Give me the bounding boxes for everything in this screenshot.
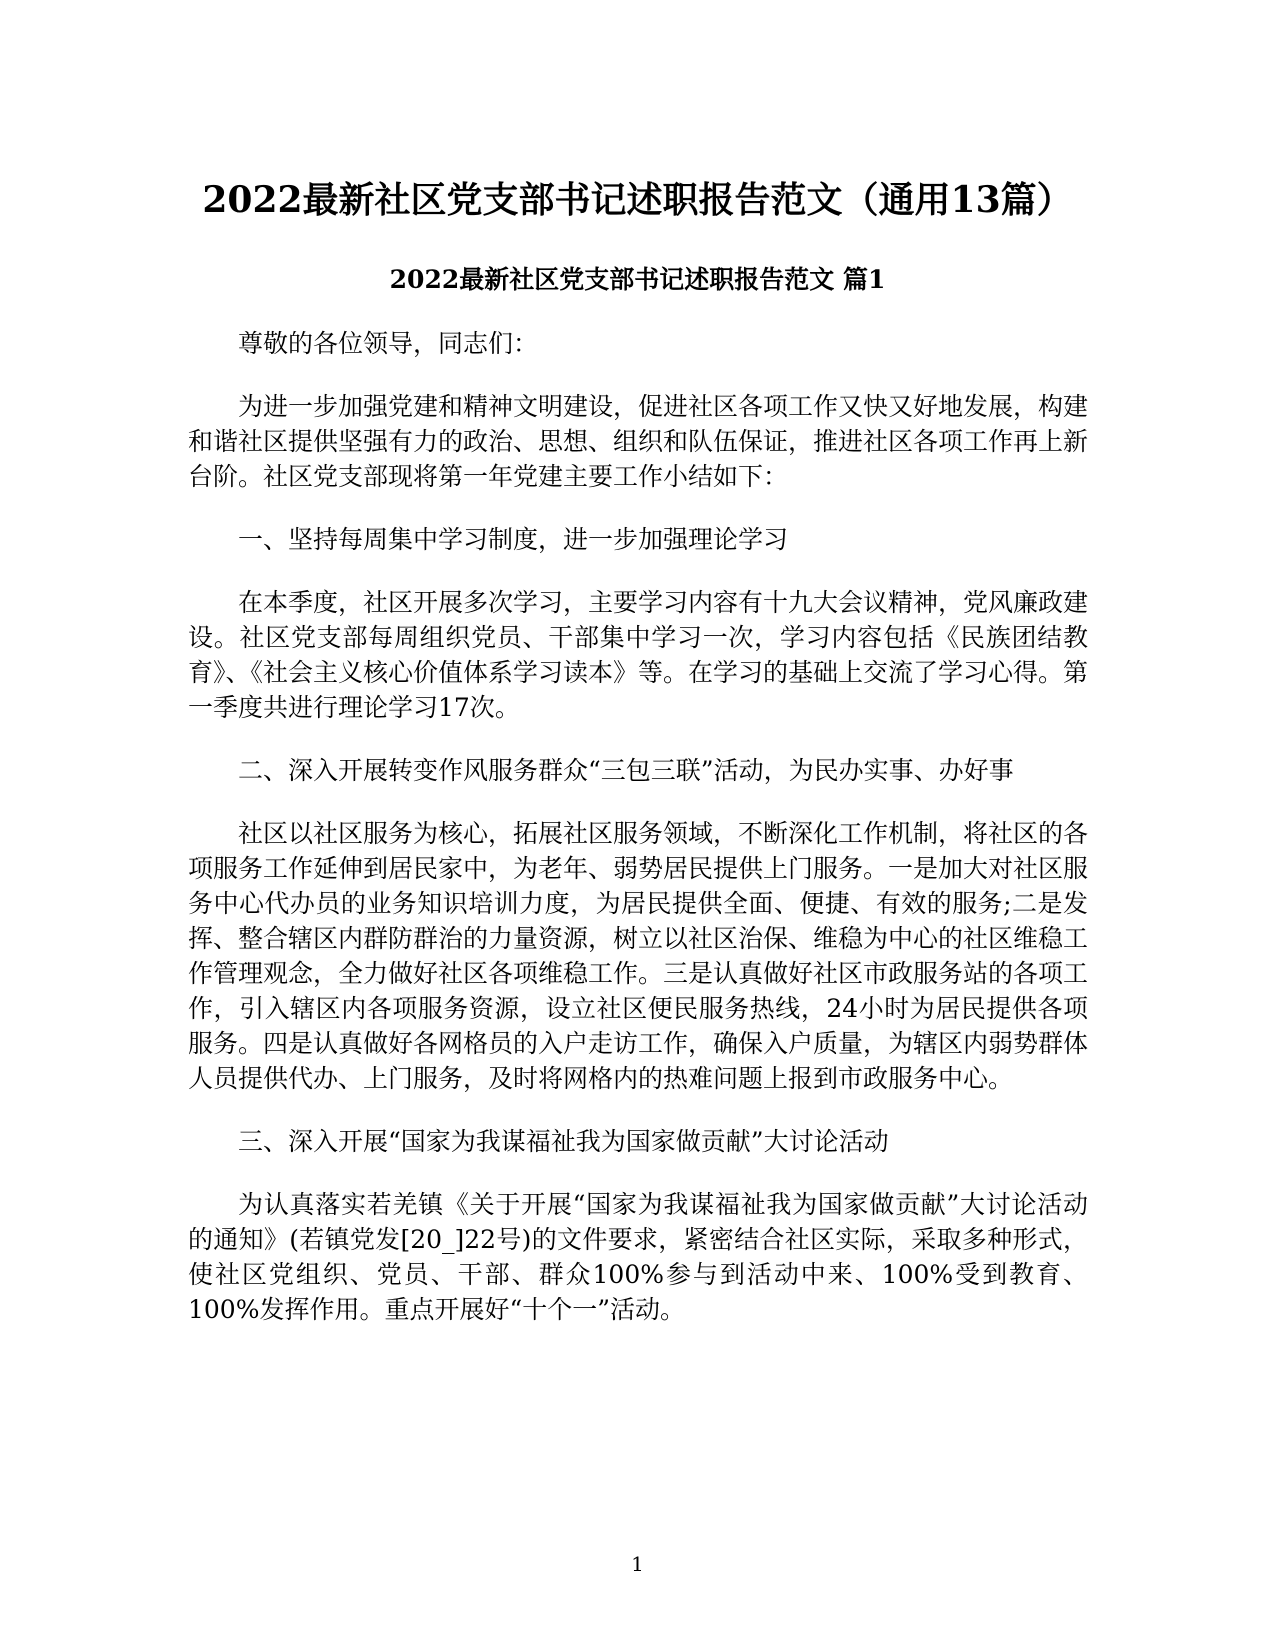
body-paragraph-2: 社区以社区服务为核心，拓展社区服务领域，不断深化工作机制，将社区的各项服务工作延伸到居民家中，为老年、弱势居民提供上门服务。一是加大对社区服务中心代办员的业务知识培训力度，为居民提供全面、便捷、有效的服务;二是发挥、整合辖区内群防群治的力量资源，树立以社区治保、维稳为中心的社区维稳工作管理观念，全力做好社区各项维稳工作。三是认真做好社区市政服务站的各项工作，引入辖区内各项服务资源，设立社区便民服务热线，24小时为居民提供各项服务。四是认真做好各网格员的入户走访工作，确保入户质量，为辖区内弱势群体人员提供代办、上门服务，及时将网格内的热难问题上报到市政服务中心。 [188,819,1089,1093]
page-number: 1 [631,1552,644,1576]
body-paragraph-1: 在本季度，社区开展多次学习，主要学习内容有十九大会议精神，党风廉政建设。社区党支部每周组织党员、干部集中学习一次，学习内容包括《民族团结教育》、《社会主义核心价值体系学习读本》等。在学习的基础上交流了学习心得。第一季度共进行理论学习17次。 [188,588,1089,722]
document-title: 2022最新社区党支部书记述职报告范文（通用13篇） [202,179,1073,221]
salutation-paragraph: 尊敬的各位领导，同志们： [238,329,539,358]
heading-paragraph-3: 三、深入开展“国家为我谋福祉我为国家做贡献”大讨论活动 [238,1127,889,1156]
document-body [188,326,1088,1355]
heading-paragraph-1: 一、坚持每周集中学习制度，进一步加强理论学习 [238,525,789,554]
body-paragraph-3: 为认真落实若羌镇《关于开展“国家为我谋福祉我为国家做贡献”大讨论活动的通知》(若镇党发[20_]22号)的文件要求，紧密结合社区实际，采取多种形式，使社区党组织、党员、干部、群众100%参与到活动中来、100%受到教育、100%发挥作用。重点开展好“十个一”活动。 [188,1190,1088,1324]
heading-paragraph-2: 二、深入开展转变作风服务群众“三包三联”活动，为民办实事、办好事 [238,756,1014,785]
section-title: 2022最新社区党支部书记述职报告范文 篇1 [389,265,886,294]
intro-paragraph: 为进一步加强党建和精神文明建设，促进社区各项工作又快又好地发展，构建和谐社区提供坚强有力的政治、思想、组织和队伍保证，推进社区各项工作再上新台阶。社区党支部现将第一年党建主要工作小结如下： [188,392,1089,491]
